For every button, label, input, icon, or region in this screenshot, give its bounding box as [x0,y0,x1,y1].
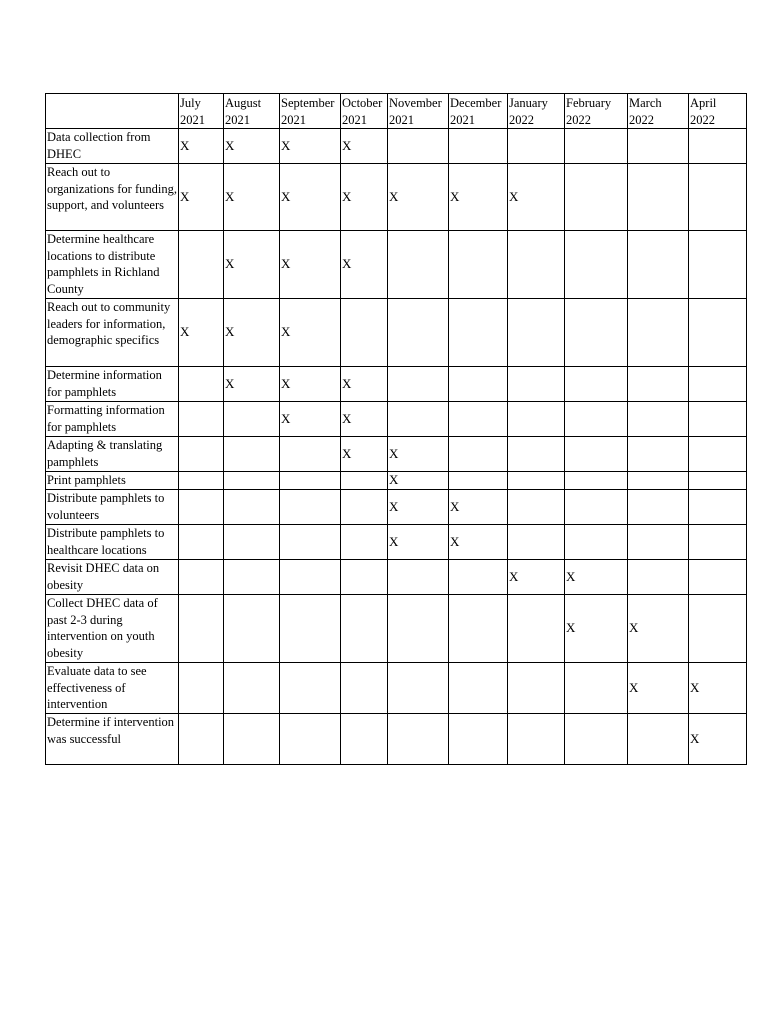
schedule-cell [388,472,449,490]
schedule-cell [280,129,341,164]
month-header [449,94,508,129]
schedule-cell [565,129,628,164]
schedule-cell [449,437,508,472]
schedule-cell [449,714,508,765]
schedule-cell [341,560,388,595]
schedule-cell [280,525,341,560]
schedule-cell [508,367,565,402]
schedule-cell [280,402,341,437]
schedule-cell [449,560,508,595]
month-label: March [629,96,662,110]
schedule-cell [341,367,388,402]
schedule-cell [280,299,341,367]
scheduled-mark: X [281,137,291,153]
schedule-cell [388,595,449,663]
month-header [341,94,388,129]
table-row [46,472,747,490]
scheduled-mark: X [180,188,190,204]
scheduled-mark: X [180,324,190,340]
schedule-cell [280,472,341,490]
scheduled-mark: X [342,375,352,391]
year-label: 2022 [629,112,654,127]
schedule-cell [449,595,508,663]
scheduled-mark: X [342,256,352,272]
schedule-cell [179,437,224,472]
month-header [179,94,224,129]
schedule-cell [179,299,224,367]
month-label: August [225,96,262,110]
schedule-cell [179,231,224,299]
year-label: 2022 [509,112,534,127]
schedule-cell [341,299,388,367]
table-row [46,525,747,560]
month-header [689,94,747,129]
schedule-cell [388,525,449,560]
schedule-cell [224,299,280,367]
schedule-cell [689,663,747,714]
month-label: April [690,96,717,110]
scheduled-mark: X [281,256,291,272]
year-label: 2021 [450,112,475,127]
schedule-cell [179,595,224,663]
schedule-cell [508,560,565,595]
task-label: Distribute pamphlets to healthcare locations [46,525,179,560]
schedule-cell [224,402,280,437]
schedule-cell [388,402,449,437]
year-label: 2022 [690,112,715,127]
year-label: 2022 [566,112,591,127]
schedule-cell [689,437,747,472]
scheduled-mark: X [629,620,639,636]
schedule-cell [628,472,689,490]
task-label: Distribute pamphlets to volunteers [46,490,179,525]
scheduled-mark: X [281,375,291,391]
table-row [46,231,747,299]
schedule-cell [565,714,628,765]
schedule-cell [565,164,628,231]
schedule-cell [689,299,747,367]
schedule-cell [224,663,280,714]
schedule-cell [449,129,508,164]
schedule-cell [341,437,388,472]
scheduled-mark: X [690,679,700,695]
task-label: Reach out to organizations for funding, support, and volunteers [46,164,179,231]
task-label: Determine healthcare locations to distribute pamphlets in Richland County [46,231,179,299]
schedule-cell [565,472,628,490]
schedule-cell [179,560,224,595]
scheduled-mark: X [450,498,460,514]
schedule-cell [224,231,280,299]
table-row [46,560,747,595]
schedule-cell [628,129,689,164]
schedule-cell [341,663,388,714]
timeline-body [46,94,747,765]
scheduled-mark: X [225,188,235,204]
schedule-cell [565,663,628,714]
schedule-cell [508,231,565,299]
schedule-cell [628,663,689,714]
schedule-cell [689,490,747,525]
year-label: 2021 [180,112,205,127]
schedule-cell [449,402,508,437]
scheduled-mark: X [690,730,700,746]
scheduled-mark: X [180,137,190,153]
schedule-cell [508,472,565,490]
year-label: 2021 [342,112,367,127]
schedule-cell [341,129,388,164]
schedule-cell [449,525,508,560]
year-label: 2021 [389,112,414,127]
schedule-cell [280,164,341,231]
schedule-cell [628,525,689,560]
scheduled-mark: X [225,256,235,272]
schedule-cell [388,129,449,164]
scheduled-mark: X [450,533,460,549]
task-label: Formatting information for pamphlets [46,402,179,437]
schedule-cell [449,164,508,231]
schedule-cell [689,525,747,560]
schedule-cell [341,714,388,765]
schedule-cell [508,490,565,525]
schedule-cell [280,231,341,299]
scheduled-mark: X [389,533,399,549]
scheduled-mark: X [225,324,235,340]
schedule-cell [388,490,449,525]
month-label: September [281,96,335,110]
schedule-cell [449,367,508,402]
scheduled-mark: X [225,375,235,391]
schedule-cell [565,437,628,472]
schedule-cell [689,472,747,490]
scheduled-mark: X [389,498,399,514]
schedule-cell [565,595,628,663]
schedule-cell [508,402,565,437]
schedule-cell [689,714,747,765]
schedule-cell [565,231,628,299]
schedule-cell [388,663,449,714]
schedule-cell [689,129,747,164]
schedule-cell [628,560,689,595]
schedule-cell [224,437,280,472]
year-label: 2021 [225,112,250,127]
schedule-cell [689,560,747,595]
month-header [280,94,341,129]
schedule-cell [179,402,224,437]
schedule-cell [224,472,280,490]
task-label: Determine information for pamphlets [46,367,179,402]
header-row [46,94,747,129]
scheduled-mark: X [281,324,291,340]
schedule-cell [628,714,689,765]
scheduled-mark: X [509,568,519,584]
schedule-cell [449,472,508,490]
schedule-cell [341,402,388,437]
month-label: November [389,96,442,110]
schedule-cell [179,714,224,765]
scheduled-mark: X [389,188,399,204]
schedule-cell [280,437,341,472]
schedule-cell [508,595,565,663]
schedule-cell [179,663,224,714]
table-row [46,714,747,765]
task-label: Determine if intervention was successful [46,714,179,765]
schedule-cell [628,595,689,663]
scheduled-mark: X [509,188,519,204]
schedule-cell [565,367,628,402]
schedule-cell [689,231,747,299]
month-label: July [180,96,201,110]
task-label: Revisit DHEC data on obesity [46,560,179,595]
table-row [46,490,747,525]
table-row [46,164,747,231]
table-row [46,129,747,164]
schedule-cell [565,299,628,367]
schedule-cell [449,231,508,299]
schedule-cell [388,560,449,595]
schedule-cell [341,595,388,663]
month-label: October [342,96,383,110]
scheduled-mark: X [342,188,352,204]
schedule-cell [565,525,628,560]
schedule-cell [565,490,628,525]
schedule-cell [388,299,449,367]
schedule-cell [224,164,280,231]
schedule-cell [179,129,224,164]
schedule-cell [565,560,628,595]
schedule-cell [508,129,565,164]
schedule-cell [628,164,689,231]
scheduled-mark: X [225,137,235,153]
schedule-cell [565,402,628,437]
schedule-cell [449,299,508,367]
scheduled-mark: X [389,472,399,488]
schedule-cell [388,367,449,402]
schedule-cell [280,595,341,663]
table-row [46,367,747,402]
scheduled-mark: X [342,445,352,461]
schedule-cell [449,490,508,525]
schedule-cell [341,164,388,231]
table-row [46,299,747,367]
schedule-cell [224,129,280,164]
month-header [565,94,628,129]
schedule-cell [224,595,280,663]
month-header [388,94,449,129]
schedule-cell [628,490,689,525]
schedule-cell [224,525,280,560]
task-label: Reach out to community leaders for information, demographic specifics [46,299,179,367]
task-label: Collect DHEC data of past 2-3 during intervention on youth obesity [46,595,179,663]
scheduled-mark: X [281,410,291,426]
schedule-cell [179,525,224,560]
table-row [46,595,747,663]
schedule-cell [179,367,224,402]
table-row [46,402,747,437]
schedule-cell [508,714,565,765]
month-label: December [450,96,502,110]
schedule-cell [341,231,388,299]
schedule-cell [508,299,565,367]
scheduled-mark: X [566,568,576,584]
schedule-cell [224,490,280,525]
month-label: January [509,96,548,110]
task-label: Data collection from DHEC [46,129,179,164]
schedule-cell [508,164,565,231]
schedule-cell [689,595,747,663]
schedule-cell [628,299,689,367]
schedule-cell [280,714,341,765]
schedule-cell [280,560,341,595]
schedule-cell [280,367,341,402]
task-label: Adapting & translating pamphlets [46,437,179,472]
table-row [46,437,747,472]
schedule-cell [689,164,747,231]
schedule-cell [508,663,565,714]
scheduled-mark: X [342,137,352,153]
scheduled-mark: X [281,188,291,204]
schedule-cell [388,231,449,299]
schedule-cell [224,560,280,595]
schedule-cell [341,525,388,560]
scheduled-mark: X [389,445,399,461]
schedule-cell [224,367,280,402]
schedule-cell [628,231,689,299]
schedule-cell [689,367,747,402]
schedule-cell [280,663,341,714]
task-label: Print pamphlets [46,472,179,490]
month-header [224,94,280,129]
schedule-cell [280,490,341,525]
schedule-cell [628,437,689,472]
month-header [628,94,689,129]
schedule-cell [628,367,689,402]
scheduled-mark: X [566,620,576,636]
timeline-table [45,93,747,765]
schedule-cell [179,490,224,525]
year-label: 2021 [281,112,306,127]
scheduled-mark: X [342,410,352,426]
schedule-cell [179,164,224,231]
schedule-cell [449,663,508,714]
schedule-cell [179,472,224,490]
schedule-cell [388,437,449,472]
schedule-cell [508,437,565,472]
scheduled-mark: X [629,679,639,695]
schedule-cell [388,164,449,231]
task-label: Evaluate data to see effectiveness of intervention [46,663,179,714]
schedule-cell [224,714,280,765]
month-label: February [566,96,612,110]
corner-cell [46,94,179,129]
schedule-cell [388,714,449,765]
scheduled-mark: X [450,188,460,204]
schedule-cell [628,402,689,437]
schedule-cell [341,490,388,525]
schedule-cell [689,402,747,437]
month-header [508,94,565,129]
table-row [46,663,747,714]
schedule-cell [508,525,565,560]
schedule-cell [341,472,388,490]
